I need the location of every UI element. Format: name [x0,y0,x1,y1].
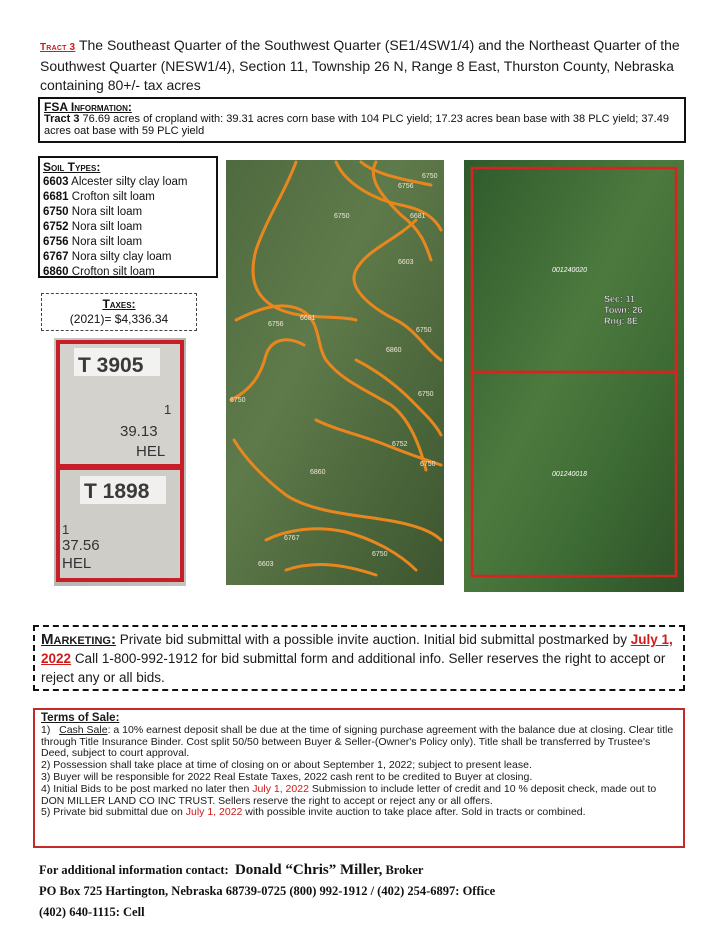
taxes-box [41,293,197,331]
soil-map-label: 6750 [372,551,388,558]
terms-item-1-text: : a 10% earnest deposit shall be due at the time of signing purchase agreement with the balance due at closing. Clear title through Title Insurance Binder. Cost split 50/50 between Buyer & Seller-(Owner's Policy only). Title shall be transferred by Trustee's Deed, subject to court approval. [41,723,674,760]
marketing-date: July 1, 2022 [41,632,673,666]
soil-map-label: 6603 [258,561,274,568]
marketing-text-1: Private bid submittal with a possible invite auction. Initial bid submittal postmarked by [119,632,627,647]
terms-item-4-text-b: Submission to include letter of credit and 10 % deposit check, made out to DON MILLER LAND CO INC TRUST. Sellers reserve the right to accept or reject any or all offers. [41,782,657,807]
soil-map-label: 6750 [420,461,436,468]
parcel-south-id: 001240018 [552,471,588,478]
soil-code: 6603 [43,176,69,188]
soil-map-label: 6750 [416,327,432,334]
soil-types-box [38,156,218,278]
contact-block [39,860,699,923]
tract-1898-acres: 37.56 [62,537,100,554]
terms-item-5-text-a: 5) Private bid submittal due on [41,806,183,819]
terms-item-2: 2) Possession shall take place at time of closing on or about September 1, 2022; subject to present lease. [41,759,532,772]
soil-map-label: 6767 [284,535,300,542]
fsa-information-box [38,97,686,143]
fsa-tract-map [54,338,186,586]
soil-code: 6860 [43,266,69,278]
aerial-parcel-map [464,160,684,592]
soil-name: Nora silty clay loam [71,251,172,263]
soil-type-row [43,250,213,265]
broker-name: Donald “Chris” Miller, [234,862,383,878]
soil-code: 6756 [43,236,69,248]
section-label: Sec: 11 [604,294,636,304]
tract-description [40,36,680,95]
marketing-title: Marketing: [41,631,116,648]
tract-description-text: The Southeast Quarter of the Southwest Quarter (SE1/4SW1/4) and the Northeast Quarter of the Southwest Quarter (NESW1/4), Section 11, Township 26 N, Range 8 East, Thurston County, Nebraska containing 80+/- tax acres [40,37,680,93]
terms-item-5-date: July 1, 2022 [185,806,243,819]
soil-map-label: 6750 [418,391,434,398]
contact-address: PO Box 725 Hartington, Nebraska 68739-0725 (800) 992-1912 / (402) 254-6897: Office [39,884,496,898]
marketing-box [33,625,685,691]
aerial-map-background [464,160,684,592]
soil-type-row [43,220,213,235]
terms-item-1 [41,725,677,760]
soil-name: Alcester silty clay loam [71,176,188,188]
tract-3905-hel: HEL [136,443,166,460]
soil-map-label: 6750 [334,213,350,220]
terms-of-sale-box [33,708,685,848]
fsa-tract-label: Tract 3 [44,113,80,125]
soil-map-label: 6750 [230,397,246,404]
soil-map-label: 6750 [422,173,438,180]
soil-type-row [43,235,213,250]
terms-item-4 [41,784,677,808]
range-label: Rng: 8E [604,316,639,326]
tract-1898-hel: HEL [62,555,92,572]
soil-type-row [43,175,213,190]
tract-1898-label: T 1898 [84,480,150,503]
soil-type-row [43,265,213,280]
tract-tag: Tract 3 [40,42,76,53]
soil-code: 6767 [43,251,69,263]
soil-map-label: 6681 [410,213,426,220]
cash-sale-label: Cash Sale [59,723,108,736]
fsa-text: 76.69 acres of cropland with: 39.31 acres corn base with 104 PLC yield; 17.23 acres bean base with 38 PLC yield; 37.49 acres oat base with 59 PLC yield [44,113,669,137]
soil-name: Nora silt loam [71,236,143,248]
soil-name: Nora silt loam [71,221,143,233]
soil-map-label: 6860 [386,347,402,354]
soil-map-label: 6603 [398,259,414,266]
tract-3905-field: 1 [164,402,172,417]
terms-item-4-date: July 1, 2022 [252,782,309,795]
terms-item-3: 3) Buyer will be responsible for 2022 Real Estate Taxes, 2022 cash rent to be credited to Buyer at closing. [41,770,533,783]
soil-types-title: Soil Types: [43,160,101,174]
tract-1898-field: 1 [62,522,70,537]
tract-3905-acres: 39.13 [120,423,158,440]
terms-item-number: 1) [41,723,51,736]
taxes-title: Taxes: [102,297,136,311]
soil-map-label: 6752 [392,441,408,448]
contact-lead: For additional information contact: [39,863,229,877]
marketing-text-2: Call 1-800-992-1912 for bid submittal form and additional info. Seller reserves the right to accept or reject any or all bids. [41,651,666,685]
soil-type-row [43,190,213,205]
soil-map-label: 6756 [398,183,414,190]
contact-cell: (402) 640-1115: Cell [39,905,145,919]
fsa-details [44,113,680,137]
soil-code: 6681 [43,191,69,203]
tract-3905-label: T 3905 [78,354,144,377]
township-label: Town: 26 [604,305,643,315]
parcel-north-id: 001240020 [552,267,588,274]
taxes-value: (2021)= $4,336.34 [69,312,169,326]
soil-map-label: 6681 [300,315,316,322]
soil-code: 6750 [43,206,69,218]
terms-title: Terms of Sale: [41,712,120,724]
soil-name: Crofton silt loam [71,266,155,278]
soil-code: 6752 [43,221,69,233]
soil-name: Crofton silt loam [71,191,155,203]
fsa-title: FSA Information: [44,100,132,114]
soil-map-label: 6756 [268,321,284,328]
terms-item-5 [41,807,677,819]
soil-map [226,160,444,585]
terms-item-4-text-a: 4) Initial Bids to be post marked no later then [41,782,250,795]
soil-map-label: 6860 [310,469,326,476]
contact-line-1 [39,860,699,881]
soil-type-row [43,205,213,220]
terms-item-5-text-b: with possible invite auction to take place after. Sold in tracts or combined. [245,806,586,819]
broker-role: Broker [385,863,424,877]
soil-name: Nora silt loam [71,206,143,218]
